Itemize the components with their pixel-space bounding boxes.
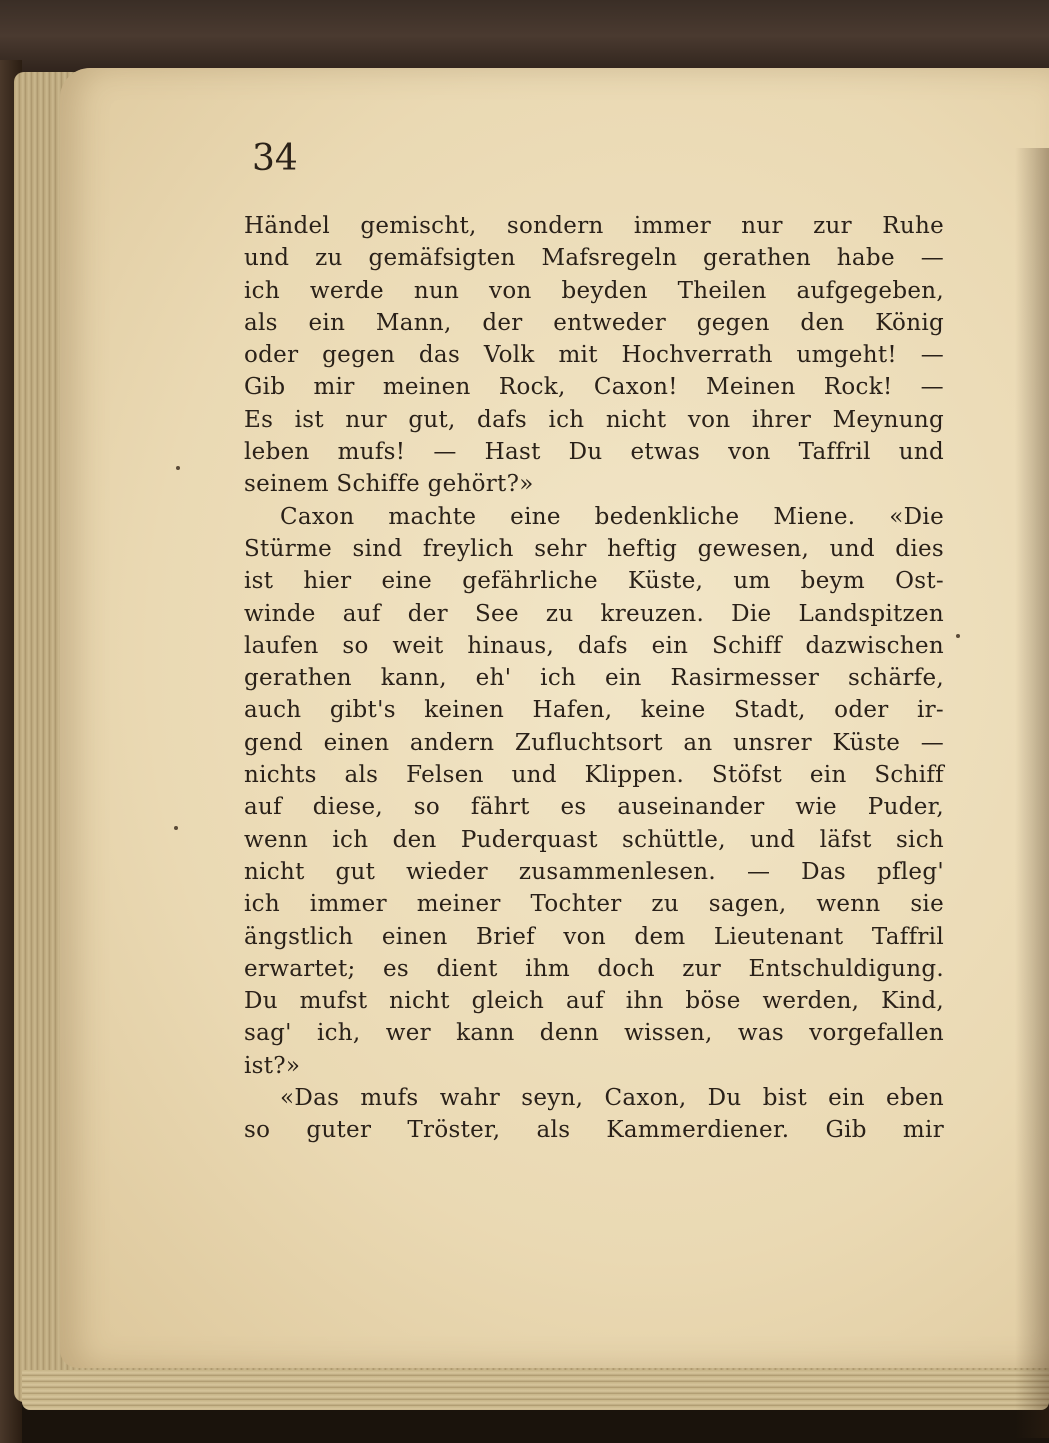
text-line: als ein Mann, der entweder gegen den König xyxy=(244,309,944,336)
paper-speck xyxy=(956,634,960,638)
text-line: seinem Schiffe gehört?» xyxy=(244,471,534,498)
text-line: gend einen andern Zufluchtsort an unsrer Küste — xyxy=(244,729,944,756)
text-line: «Das mufs wahr seyn, Caxon, Du bist ein eben xyxy=(280,1085,944,1112)
text-line: ich immer meiner Tochter zu sagen, wenn sie xyxy=(244,891,944,918)
text-line: gerathen kann, eh' ich ein Rasirmesser schärfe, xyxy=(244,665,944,692)
page-number: 34 xyxy=(252,138,298,179)
text-line: wenn ich den Puderquast schüttle, und läfst sich xyxy=(244,826,944,853)
text-line: und zu gemäfsigten Mafsregeln gerathen habe — xyxy=(244,245,944,272)
text-line: ich werde nun von beyden Theilen aufgegeben, xyxy=(244,277,944,304)
page-edges-bottom xyxy=(22,1370,1049,1410)
text-line: auch gibt's keinen Hafen, keine Stadt, oder ir- xyxy=(244,697,944,724)
paper-speck xyxy=(174,826,178,830)
text-line: nicht gut wieder zusammenlesen. — Das pfleg' xyxy=(244,858,944,885)
text-line: Gib mir meinen Rock, Caxon! Meinen Rock! — xyxy=(244,374,944,401)
text-line: Händel gemischt, sondern immer nur zur Ruhe xyxy=(244,213,944,239)
text-line: Es ist nur gut, dafs ich nicht von ihrer Meynung xyxy=(244,406,944,433)
text-line: leben mufs! — Hast Du etwas von Taffril und xyxy=(244,439,944,466)
text-line: winde auf der See zu kreuzen. Die Landspitzen xyxy=(244,600,944,627)
text-line: so guter Tröster, als Kammerdiener. Gib mir xyxy=(244,1117,944,1144)
gutter-shadow xyxy=(1015,148,1049,1438)
text-line: laufen so weit hinaus, dafs ein Schiff dazwischen xyxy=(244,632,944,659)
text-line: ängstlich einen Brief von dem Lieutenant Taffril xyxy=(244,923,944,950)
text-line: oder gegen das Volk mit Hochverrath umgeht! — xyxy=(244,342,944,369)
text-line: ist?» xyxy=(244,1052,301,1079)
text-line: ist hier eine gefährliche Küste, um beym Ost- xyxy=(244,568,944,595)
text-line: auf diese, so fährt es auseinander wie Puder, xyxy=(244,794,944,821)
text-line: Caxon machte eine bedenkliche Miene. «Die xyxy=(280,503,944,530)
text-line: Stürme sind freylich sehr heftig gewesen, und dies xyxy=(244,535,944,562)
paper-speck xyxy=(176,466,180,470)
text-line: nichts als Felsen und Klippen. Stöfst ein Schiff xyxy=(244,762,944,789)
text-line: Du mufst nicht gleich auf ihn böse werden, Kind, xyxy=(244,988,944,1015)
page-text xyxy=(244,210,944,1147)
text-line: sag' ich, wer kann denn wissen, was vorgefallen xyxy=(244,1020,944,1047)
text-line: erwartet; es dient ihm doch zur Entschuldigung. xyxy=(244,955,944,982)
